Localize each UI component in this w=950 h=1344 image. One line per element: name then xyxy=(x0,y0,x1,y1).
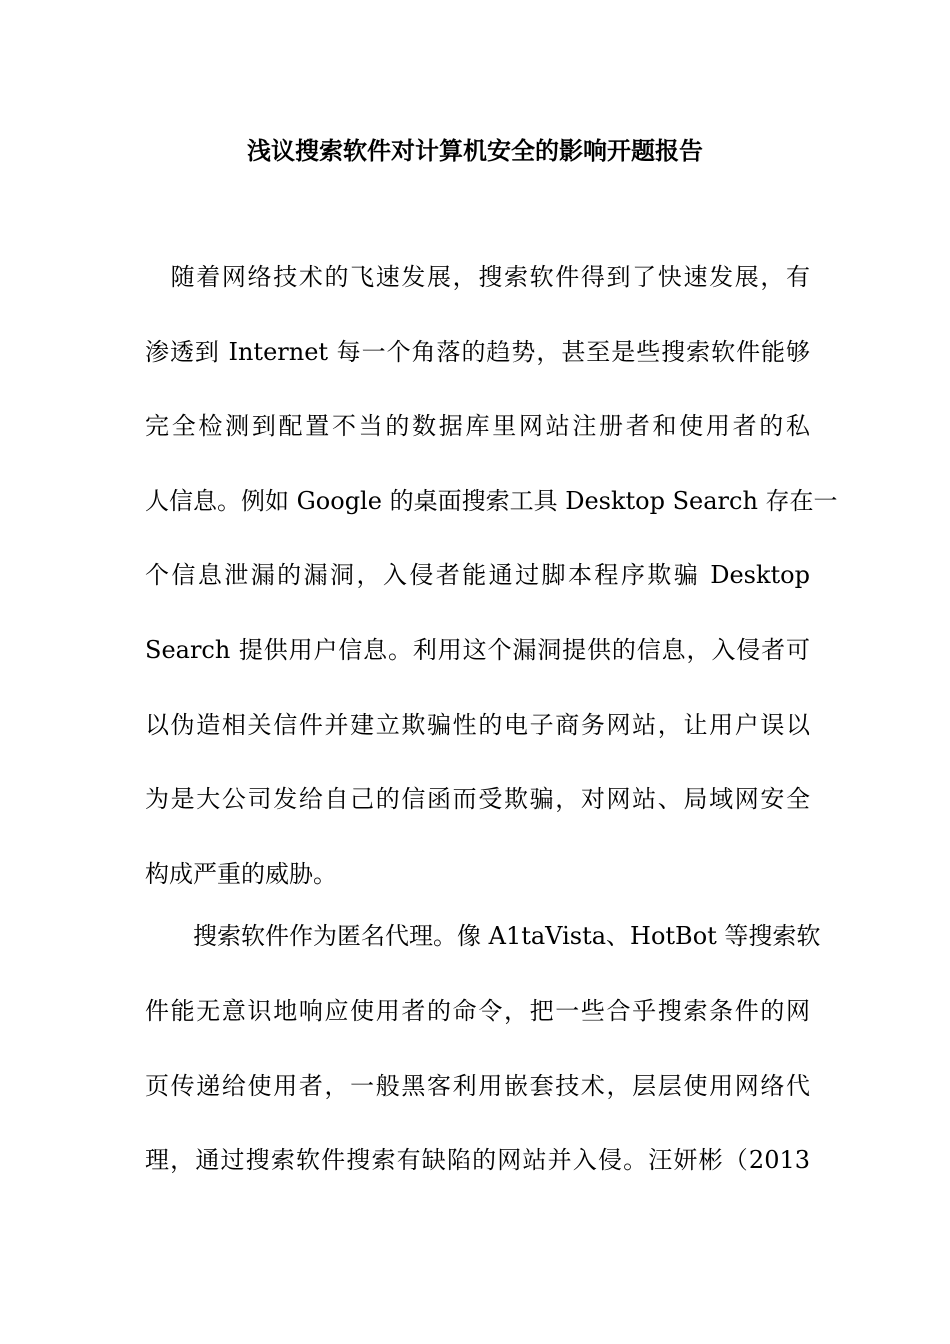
text-line: 为是大公司发给自己的信函而受欺骗，对网站、局域网安全 xyxy=(145,785,810,814)
document-title: 浅议搜索软件对计算机安全的影响开题报告 xyxy=(247,136,703,165)
document-body xyxy=(145,255,838,1213)
text-line: 以伪造相关信件并建立欺骗性的电子商务网站，让用户误以 xyxy=(145,710,810,739)
text-line: 完全检测到配置不当的数据库里网站注册者和使用者的私 xyxy=(145,412,810,441)
text-line: 搜索软件作为匿名代理。像 A1taVista、HotBot 等搜索软 xyxy=(145,922,821,951)
text-line: 渗透到 Internet 每一个角落的趋势，甚至是些搜索软件能够 xyxy=(145,337,810,366)
text-line: 件能无意识地响应使用者的命令，把一些合乎搜索条件的网 xyxy=(145,996,810,1025)
paragraph-2 xyxy=(145,914,821,1212)
text-line: 页传递给使用者，一般黑客利用嵌套技术，层层使用网络代 xyxy=(145,1071,810,1100)
text-line: Search 提供用户信息。利用这个漏洞提供的信息，入侵者可 xyxy=(145,635,810,664)
text-line: 构成严重的威胁。 xyxy=(145,859,337,888)
text-line: 理，通过搜索软件搜索有缺陷的网站并入侵。汪妍彬（2013 xyxy=(145,1146,810,1175)
text-line: 个信息泄漏的漏洞，入侵者能通过脚本程序欺骗 Desktop xyxy=(145,561,810,590)
text-line: 随着网络技术的飞速发展，搜索软件得到了快速发展，有 xyxy=(145,263,810,291)
text-line: 人信息。例如 Google 的桌面搜索工具 Desktop Search 存在一 xyxy=(145,486,838,515)
paragraph-1 xyxy=(145,255,838,926)
